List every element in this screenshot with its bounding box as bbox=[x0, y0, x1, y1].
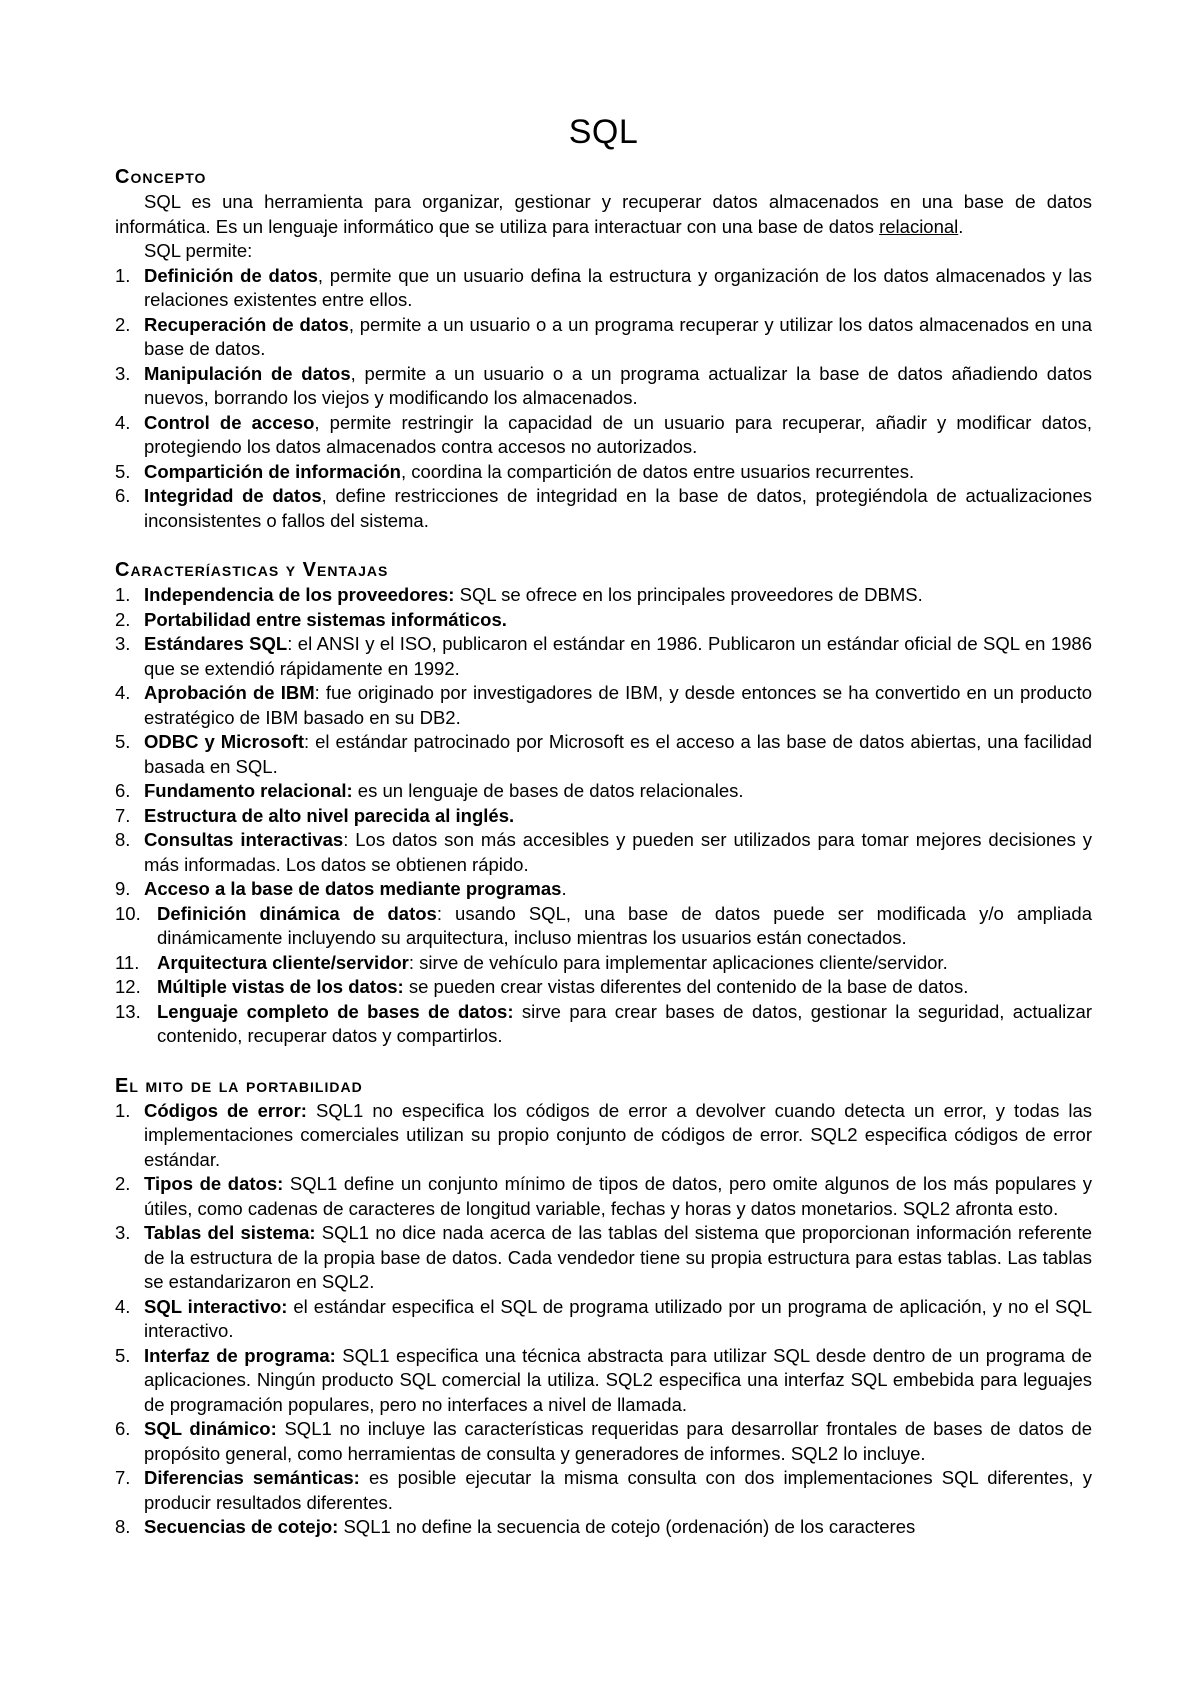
list-item bbox=[115, 1172, 1092, 1221]
list-item bbox=[115, 1344, 1092, 1418]
section-heading-mito: El mito de la portabilidad bbox=[115, 1074, 363, 1097]
list-item bbox=[115, 951, 1092, 976]
list-item bbox=[115, 1295, 1092, 1344]
list-item-text: es posible ejecutar la misma consulta con dos implementaciones SQL diferentes, y producir resultados diferentes. bbox=[144, 1467, 1092, 1513]
list-item-term: Lenguaje completo de bases de datos: bbox=[157, 1000, 514, 1022]
list-item bbox=[115, 1221, 1092, 1295]
sql-permite-label: SQL permite: bbox=[144, 240, 253, 261]
section-heading-concepto: Concepto bbox=[115, 166, 207, 188]
list-item-number: 10. bbox=[115, 902, 141, 924]
list-item-term: ODBC y Microsoft bbox=[144, 731, 304, 752]
list-item bbox=[115, 313, 1092, 362]
list-item-term: Códigos de error: bbox=[144, 1099, 307, 1121]
list-item-number: 2. bbox=[115, 608, 131, 630]
list-item-term: Acceso a la base de datos mediante programas bbox=[144, 878, 562, 899]
list-item-term: Compartición de información bbox=[144, 460, 401, 482]
list-item-text: SQL1 especifica una técnica abstracta para utilizar SQL desde dentro de un programa de aplicaciones. Ningún producto SQL comercial la utiliza. SQL2 especifica una interfaz SQL embebida para leguajes de programación populares, pero no interfaces a nivel de llamada. bbox=[144, 1344, 1092, 1415]
concepto-intro-end: . bbox=[958, 215, 964, 237]
list-item bbox=[115, 1466, 1092, 1515]
list-item-number: 7. bbox=[115, 1467, 131, 1488]
list-item-number: 4. bbox=[115, 682, 131, 703]
caracteristicas-list-continued bbox=[115, 902, 1092, 1049]
list-item-text: : Los datos son más accesibles y pueden ser utilizados para tomar mejores decisiones y más informadas. Los datos se obtienen rápido. bbox=[144, 829, 1093, 875]
list-item bbox=[115, 975, 1092, 1000]
list-item-term: Arquitectura cliente/servidor bbox=[157, 951, 409, 973]
list-item bbox=[115, 877, 1092, 902]
list-item-number: 7. bbox=[115, 804, 131, 826]
concepto-intro-text: SQL es una herramienta para organizar, gestionar y recuperar datos almacenados en una base de datos informática. Es un lenguaje informático que se utiliza para interactuar con una base de datos bbox=[115, 191, 1092, 237]
list-item bbox=[115, 902, 1092, 951]
list-item-term: Tablas del sistema: bbox=[144, 1222, 316, 1243]
list-item-term: Definición dinámica de datos bbox=[157, 902, 437, 924]
list-item-number: 1. bbox=[115, 1099, 131, 1121]
list-item bbox=[115, 681, 1092, 730]
list-item bbox=[115, 1515, 1092, 1540]
list-item bbox=[115, 608, 1092, 633]
document-title: SQL bbox=[568, 113, 639, 151]
list-item-text: : el estándar patrocinado por Microsoft es el acceso a las base de datos abiertas, una facilidad basada en SQL. bbox=[144, 731, 1092, 777]
list-item bbox=[115, 804, 1092, 829]
list-item-text: , coordina la compartición de datos entre usuarios recurrentes. bbox=[400, 460, 915, 482]
list-item-number: 1. bbox=[115, 584, 131, 605]
list-item-term: Diferencias semánticas: bbox=[144, 1467, 360, 1488]
list-item bbox=[115, 1099, 1092, 1173]
list-item-text: , permite que un usuario defina la estructura y organización de los datos almacenados y las relaciones existentes entre ellos. bbox=[144, 264, 1092, 310]
list-item-term: Tipos de datos: bbox=[144, 1173, 284, 1194]
list-item-term: Múltiple vistas de los datos: bbox=[157, 976, 404, 997]
list-item bbox=[115, 779, 1092, 804]
list-item-text: : fue originado por investigadores de IBM, y desde entonces se ha convertido en un producto estratégico de IBM basado en su DB2. bbox=[144, 682, 1092, 728]
list-item bbox=[115, 411, 1092, 460]
list-item-term: Secuencias de cotejo: bbox=[144, 1516, 339, 1537]
list-item bbox=[115, 264, 1092, 313]
section-heading-caracteristicas: Caracteríasticas y Ventajas bbox=[115, 559, 389, 581]
list-item-text: se pueden crear vistas diferentes del contenido de la base de datos. bbox=[403, 976, 969, 997]
list-item-number: 11. bbox=[115, 951, 140, 973]
list-item-text: : sirve de vehículo para implementar aplicaciones cliente/servidor. bbox=[408, 951, 948, 973]
list-item-text: SQL1 no incluye las características requeridas para desarrollar frontales de bases de datos de propósito general, como herramientas de consulta y generadores de informes. SQL2 lo incluye. bbox=[144, 1418, 1092, 1464]
list-item bbox=[115, 828, 1092, 877]
list-item-term: Aprobación de IBM bbox=[144, 682, 315, 703]
list-item bbox=[115, 484, 1092, 533]
list-item-number: 3. bbox=[115, 362, 131, 384]
list-item-term: SQL dinámico: bbox=[144, 1418, 277, 1439]
list-item-term: Recuperación de datos bbox=[144, 313, 349, 335]
list-item-term: Definición de datos bbox=[144, 264, 318, 286]
list-item-term: Independencia de los proveedores: bbox=[144, 584, 455, 605]
list-item-text: , permite a un usuario o a un programa recuperar y utilizar los datos almacenados en una base de datos. bbox=[144, 313, 1093, 359]
list-item-text: , permite a un usuario o a un programa actualizar la base de datos añadiendo datos nuevos, borrando los viejos y modificando los almacenados. bbox=[144, 362, 1092, 408]
list-item-number: 1. bbox=[115, 264, 131, 286]
list-item bbox=[115, 1000, 1092, 1049]
list-item-text: es un lenguaje de bases de datos relacionales. bbox=[352, 780, 744, 801]
list-item bbox=[115, 362, 1092, 411]
list-item-term: Integridad de datos bbox=[144, 485, 322, 506]
list-item-text: el estándar especifica el SQL de programa utilizado por un programa de aplicación, y no el SQL interactivo. bbox=[144, 1295, 1092, 1341]
list-item-term: Control de acceso bbox=[144, 411, 315, 433]
list-item-text: SQL1 no define la secuencia de cotejo (ordenación) de los caracteres bbox=[338, 1516, 916, 1537]
concepto-list bbox=[115, 264, 1092, 534]
list-item-number: 2. bbox=[115, 1173, 131, 1194]
list-item-number: 6. bbox=[115, 485, 131, 506]
list-item-term: Interfaz de programa: bbox=[144, 1344, 336, 1366]
list-item-text: SQL1 no dice nada acerca de las tablas del sistema que proporcionan información referente de la estructura de la propia base de datos. Cada vendedor tiene su propia estructura para estas tablas. Las tablas se estandarizaron en SQL2. bbox=[144, 1222, 1093, 1292]
list-item-term: Consultas interactivas bbox=[144, 829, 344, 850]
list-item-text: SQL1 no especifica los códigos de error a devolver cuando detecta un error, y todas las implementaciones comerciales utilizan su propio conjunto de códigos de error. SQL2 especifica códigos de error estándar. bbox=[144, 1099, 1092, 1170]
concepto-intro bbox=[115, 190, 1092, 239]
list-item-term: Manipulación de datos bbox=[144, 362, 351, 384]
list-item-number: 5. bbox=[115, 460, 131, 482]
list-item-number: 2. bbox=[115, 313, 131, 335]
list-item-number: 4. bbox=[115, 1295, 131, 1317]
list-item bbox=[115, 730, 1092, 779]
list-item-text: SQL1 define un conjunto mínimo de tipos de datos, pero omite algunos de los más populares y útiles, como cadenas de caracteres de longitud variable, fechas y horas y datos monetarios. SQL2 afronta esto. bbox=[144, 1173, 1092, 1219]
list-item-number: 6. bbox=[115, 1418, 131, 1439]
relacional-link[interactable]: relacional bbox=[879, 215, 959, 237]
list-item-number: 8. bbox=[115, 1516, 131, 1537]
list-item-number: 12. bbox=[115, 976, 141, 997]
list-item-number: 4. bbox=[115, 411, 131, 433]
list-item-term: Estructura de alto nivel parecida al inglés. bbox=[144, 804, 515, 826]
list-item-text: SQL se ofrece en los principales proveedores de DBMS. bbox=[454, 584, 923, 605]
list-item-number: 13. bbox=[115, 1000, 141, 1022]
list-item bbox=[115, 1417, 1092, 1466]
list-item-number: 3. bbox=[115, 633, 131, 654]
list-item bbox=[115, 460, 1092, 485]
list-item-term: Fundamento relacional: bbox=[144, 780, 353, 801]
mito-list bbox=[115, 1099, 1092, 1540]
list-item-number: 6. bbox=[115, 780, 131, 801]
document-page bbox=[115, 110, 1092, 1540]
list-item bbox=[115, 632, 1092, 681]
list-item-number: 9. bbox=[115, 878, 131, 899]
list-item-text: : usando SQL, una base de datos puede ser modificada y/o ampliada dinámicamente incluyendo su arquitectura, incluso mientras los usuarios están conectados. bbox=[157, 902, 1092, 948]
list-item-term: SQL interactivo: bbox=[144, 1295, 288, 1317]
list-item-term: Estándares SQL bbox=[144, 633, 288, 654]
list-item-term: Portabilidad entre sistemas informáticos. bbox=[144, 608, 507, 630]
list-item-text: , define restricciones de integridad en la base de datos, protegiéndola de actualizaciones inconsistentes o fallos del sistema. bbox=[144, 485, 1092, 531]
list-item bbox=[115, 583, 1092, 608]
list-item-text: , permite restringir la capacidad de un usuario para recuperar, añadir y modificar datos, protegiendo los datos almacenados contra accesos no autorizados. bbox=[144, 411, 1092, 457]
list-item-number: 3. bbox=[115, 1222, 131, 1243]
list-item-number: 5. bbox=[115, 1344, 131, 1366]
list-item-text: . bbox=[561, 878, 567, 899]
list-item-number: 5. bbox=[115, 731, 131, 752]
list-item-number: 8. bbox=[115, 829, 131, 850]
list-item-text: : el ANSI y el ISO, publicaron el estándar en 1986. Publicaron un estándar oficial de SQL en 1986 que se extendió rápidamente en 1992. bbox=[144, 633, 1092, 679]
caracteristicas-list bbox=[115, 583, 1092, 902]
list-item-text: sirve para crear bases de datos, gestionar la seguridad, actualizar contenido, recuperar datos y compartirlos. bbox=[157, 1000, 1092, 1046]
